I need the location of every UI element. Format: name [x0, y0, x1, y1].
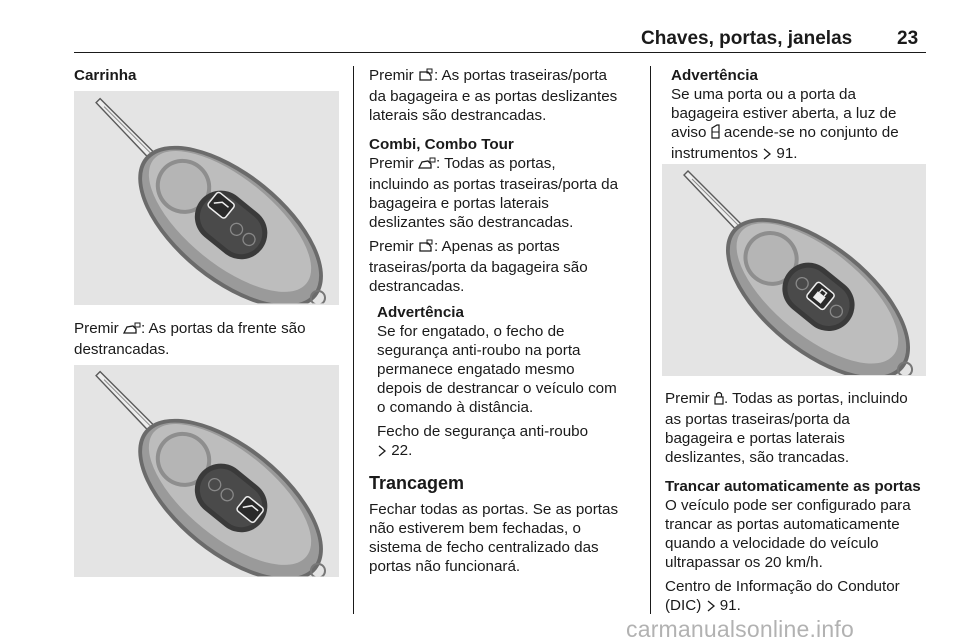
section-heading-auto-lock: Trancar automaticamente as portas	[665, 478, 921, 495]
warning-heading: Advertência	[671, 67, 758, 84]
key-fob-image	[74, 365, 339, 577]
car-rear-unlock-icon	[418, 239, 434, 258]
page-reference[interactable]: 91.	[776, 145, 798, 162]
section-heading-carrinha: Carrinha	[74, 67, 137, 84]
warning-box: Advertência Se uma porta ou a porta da bagageira estiver aberta, a luz de aviso acende-se no conjunto de instrumentos 91.	[671, 66, 940, 165]
key-fob-figure-rear-unlock	[74, 365, 339, 577]
warning-box: Advertência Se for engatado, o fecho de segurança anti-roubo na porta permanece engatado mesmo depois de destrancar o veículo com o comando à distância. Fecho de segurança anti-roubo 22.	[377, 303, 639, 462]
warning-heading: Advertência	[377, 304, 464, 321]
key-fob-image	[74, 91, 339, 305]
paragraph: Premir : As portas da frente são	[74, 319, 344, 340]
page-reference[interactable]: 91.	[719, 597, 741, 614]
column-3	[665, 66, 940, 165]
car-front-unlock-icon	[123, 321, 141, 340]
page-reference-arrow-icon	[706, 598, 716, 617]
lock-icon	[714, 391, 724, 410]
column-divider	[650, 66, 651, 614]
watermark: carmanualsonline.info	[626, 616, 854, 642]
page-reference-arrow-icon	[377, 443, 387, 462]
car-front-unlock-icon	[418, 156, 436, 175]
page-reference-arrow-icon	[762, 146, 772, 165]
column-1-text: Premir : As portas da frente são destrancadas.	[74, 319, 344, 359]
header-rule	[74, 52, 926, 53]
key-fob-figure-lock	[662, 164, 926, 376]
key-fob-figure-front-unlock	[74, 91, 339, 305]
column-divider	[353, 66, 354, 614]
column-3-text: Premir . Todas as portas, incluindo as portas traseiras/porta da bagageira e portas laterais deslizantes, são trancadas. Trancar automaticamente as portas O veículo pode ser configurado para trancar as portas automaticamente quando a velocidade do veículo ultrapassar os 20 km/h. Centro de Informação do Condutor (DIC) 91.	[665, 389, 940, 617]
section-heading-trancagem: Trancagem	[369, 473, 465, 493]
page-reference[interactable]: 22.	[391, 442, 413, 459]
running-header: Chaves, portas, janelas	[641, 28, 853, 49]
car-rear-unlock-icon	[418, 68, 434, 87]
door-open-warning-icon	[711, 124, 720, 144]
page-number: 23	[897, 28, 919, 49]
key-fob-image	[662, 164, 926, 376]
section-heading-combi: Combi, Combo Tour	[369, 136, 514, 153]
column-2: Premir : As portas traseiras/porta da bagageira e as portas deslizantes laterais são destrancadas. Combi, Combo Tour Premir : Todas as portas, incluindo as portas traseiras/porta da bagageira e portas laterais deslizantes são destrancadas. Premir : Apenas as portas traseiras/porta da bagageira são destrancadas. Advertência Se for engatado, o fecho de segurança anti-roubo na porta permanece engatado mesmo depois de destrancar o veículo com o comando à distância. Fecho de segurança anti-roubo 22. Trancagem Fechar todas as portas. Se as portas não estiverem bem fechadas, o sistema de fecho centralizado das portas não funcionará.	[369, 66, 639, 576]
column-1	[74, 66, 344, 85]
